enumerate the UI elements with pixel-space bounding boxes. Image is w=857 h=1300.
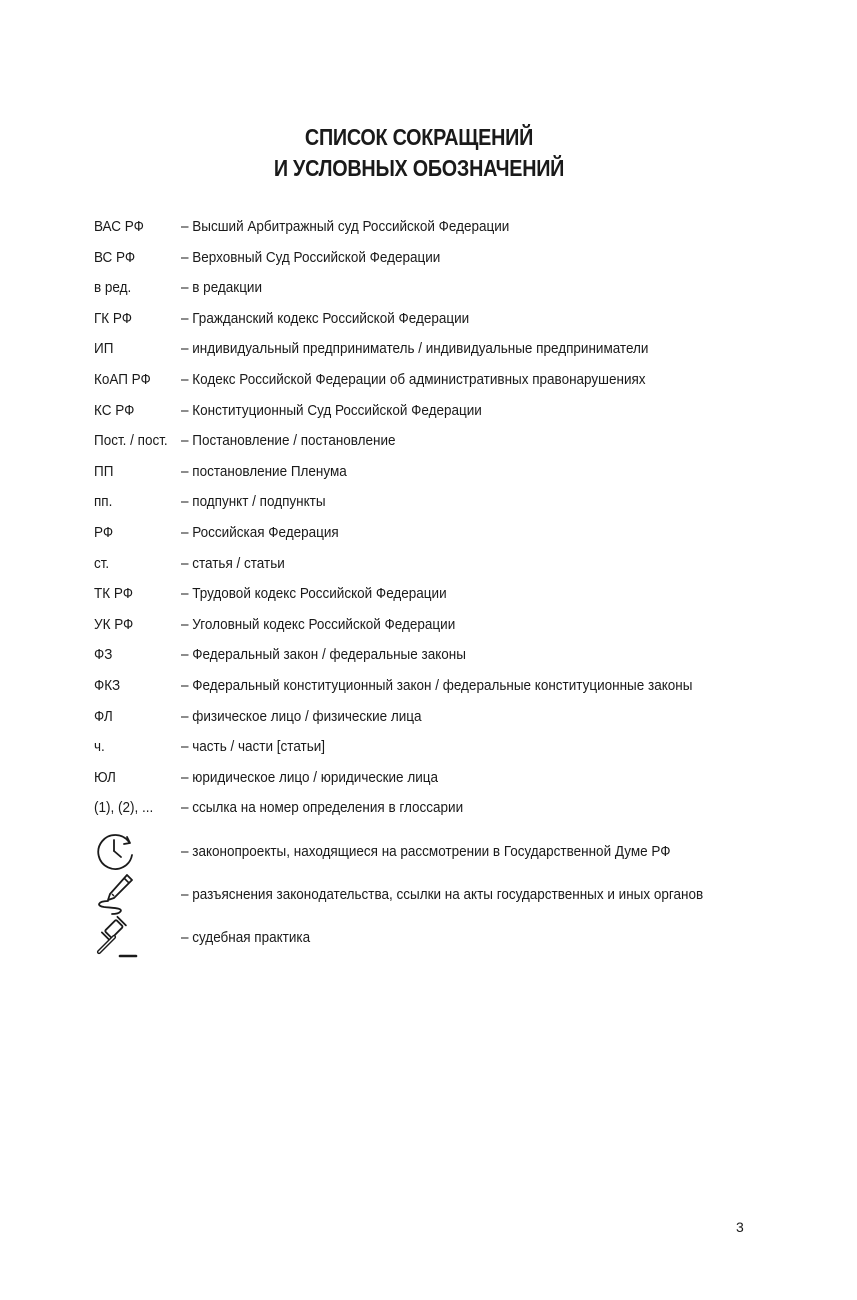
abbreviation: КоАП РФ: [94, 370, 151, 388]
abbreviation: ВАС РФ: [94, 218, 144, 235]
definition: – ссылка на номер определения в глоссарии: [181, 799, 464, 817]
definition: – индивидуальный предприниматель / индивидуальные предприниматели: [181, 340, 649, 358]
abbreviation-list: [94, 212, 794, 959]
page-number: 3: [736, 1219, 744, 1235]
definition: – статья / статьи: [181, 554, 285, 572]
definition: – судебная практика: [181, 928, 311, 946]
abbreviation: РФ: [94, 523, 114, 541]
abbreviation: пп.: [94, 493, 113, 511]
list-item: [94, 426, 794, 457]
list-item: [94, 579, 794, 610]
abbreviation: ВС РФ: [94, 248, 136, 266]
list-item: [94, 518, 794, 549]
list-item: [94, 702, 794, 733]
abbreviation: ФКЗ: [94, 676, 121, 694]
abbreviation: ЮЛ: [94, 768, 116, 786]
pencil-icon: [94, 870, 140, 916]
symbol-item: [94, 830, 794, 873]
list-item: [94, 793, 794, 824]
list-item: [94, 212, 794, 243]
list-item: [94, 487, 794, 518]
list-item: [94, 457, 794, 488]
abbreviation: ИП: [94, 340, 114, 358]
abbreviation: Пост. / пост.: [94, 432, 168, 450]
definition: – Федеральный закон / федеральные законы: [181, 646, 466, 664]
definition: – разъяснения законодательства, ссылки на акты государственных и иных органов: [181, 885, 704, 903]
abbreviation: ст.: [94, 554, 110, 572]
abbreviation: ТК РФ: [94, 585, 133, 603]
definition: – Конституционный Суд Российской Федерации: [181, 401, 482, 419]
abbreviation: (1), (2), ...: [94, 799, 154, 817]
definition: – постановление Пленума: [181, 462, 347, 480]
list-item: [94, 243, 794, 274]
definition: – часть / части [статьи]: [181, 738, 326, 756]
list-item: [94, 763, 794, 794]
definition: – законопроекты, находящиеся на рассмотрении в Государственной Думе РФ: [181, 842, 671, 860]
abbreviation: УК РФ: [94, 615, 134, 633]
list-item: [94, 549, 794, 580]
definition: – Постановление / постановление: [181, 432, 396, 450]
definition: – Кодекс Российской Федерации об административных правонарушениях: [181, 370, 646, 388]
list-item: [94, 304, 794, 335]
abbreviation: ФЗ: [94, 646, 113, 664]
list-item: [94, 610, 794, 641]
definition: – Высший Арбитражный суд Российской Федерации: [181, 218, 510, 235]
abbreviation: в ред.: [94, 279, 132, 297]
symbol-item: [94, 916, 794, 959]
list-item: [94, 396, 794, 427]
abbreviation: КС РФ: [94, 401, 135, 419]
list-item: [94, 365, 794, 396]
page-title-line-2: И УСЛОВНЫХ ОБОЗНАЧЕНИЙ: [273, 155, 565, 181]
list-item: [94, 273, 794, 304]
list-item: [94, 334, 794, 365]
list-item: [94, 671, 794, 702]
definition: – юридическое лицо / юридические лица: [181, 768, 438, 786]
definition: – Верховный Суд Российской Федерации: [181, 248, 441, 266]
clock-icon: [94, 828, 140, 874]
abbreviation: ПП: [94, 462, 114, 480]
page-title: [59, 122, 780, 184]
gavel-icon: [94, 915, 140, 961]
definition: – Уголовный кодекс Российской Федерации: [181, 615, 456, 633]
definition: – Федеральный конституционный закон / федеральные конституционные законы: [181, 676, 693, 694]
symbol-item: [94, 873, 794, 916]
abbreviation: ч.: [94, 738, 105, 756]
abbreviation: ГК РФ: [94, 309, 133, 327]
definition: – Гражданский кодекс Российской Федерации: [181, 309, 470, 327]
definition: – Российская Федерация: [181, 523, 339, 541]
definition: – физическое лицо / физические лица: [181, 707, 422, 725]
list-item: [94, 640, 794, 671]
definition: – Трудовой кодекс Российской Федерации: [181, 585, 447, 603]
list-item: [94, 732, 794, 763]
definition: – в редакции: [181, 279, 263, 297]
definition: – подпункт / подпункты: [181, 493, 326, 511]
abbreviation: ФЛ: [94, 707, 113, 725]
page-title-line-1: СПИСОК СОКРАЩЕНИЙ: [304, 124, 534, 150]
